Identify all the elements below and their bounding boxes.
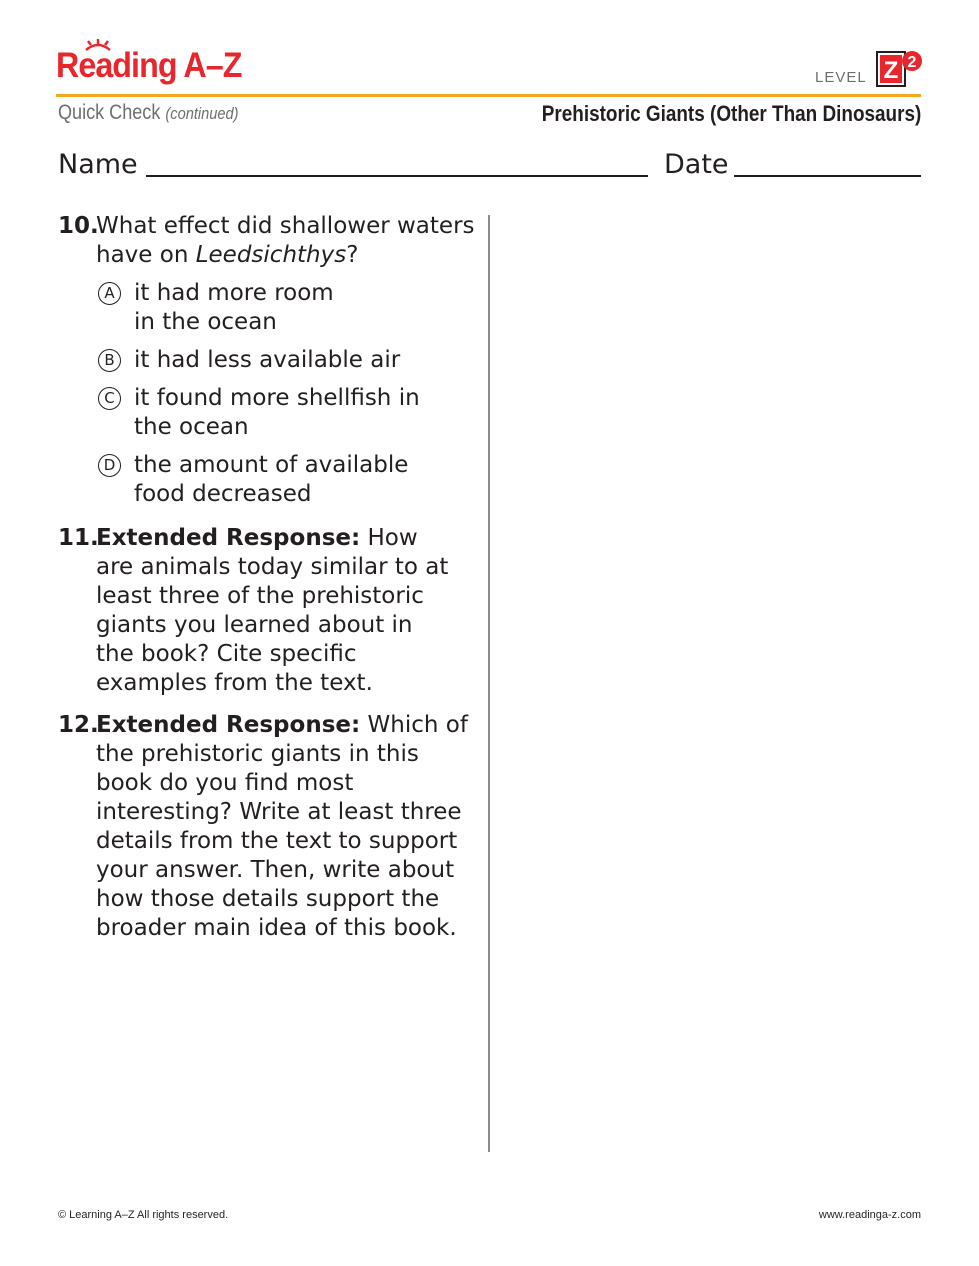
quick-check-continued: (continued) bbox=[165, 104, 239, 123]
book-title: Prehistoric Giants (Other Than Dinosaurs) bbox=[541, 101, 921, 126]
reading-az-logo bbox=[56, 38, 242, 90]
answer-option-b[interactable] bbox=[96, 346, 476, 375]
quick-check-label: Quick Check bbox=[58, 101, 161, 124]
answer-option-c[interactable] bbox=[96, 384, 476, 442]
question-number: 11. bbox=[58, 525, 99, 551]
question-number: 12. bbox=[58, 712, 99, 738]
level-superscript: 2 bbox=[907, 54, 917, 71]
level-badge bbox=[876, 49, 924, 89]
question-10-options bbox=[96, 279, 476, 518]
option-text: it had less available air bbox=[134, 347, 401, 373]
option-text: the amount of available food decreased bbox=[134, 452, 409, 507]
column-divider bbox=[488, 215, 490, 1152]
name-write-line[interactable] bbox=[146, 175, 648, 177]
name-label: Name bbox=[58, 149, 138, 180]
answer-option-a[interactable] bbox=[96, 279, 476, 337]
option-text: it had more room in the ocean bbox=[134, 280, 334, 335]
level-letter: Z bbox=[883, 57, 899, 84]
question-text: Extended Response: Which of the prehistoric giants in this book do you find most interesting? Write at least three details from the text to support your answer. Then, write about how those details support the broader main idea of this book. bbox=[96, 712, 468, 941]
option-bubble-b[interactable]: B bbox=[98, 349, 121, 372]
question-number: 10. bbox=[58, 213, 99, 239]
option-bubble-c[interactable]: C bbox=[98, 387, 121, 410]
question-text: Extended Response: How are animals today similar to at least three of the prehistoric giants you learned about in the book? Cite specific examples from the text. bbox=[96, 525, 449, 696]
level-label: LEVEL bbox=[815, 69, 867, 86]
answer-option-d[interactable] bbox=[96, 451, 476, 509]
quick-check-title bbox=[58, 101, 239, 125]
question-10 bbox=[58, 212, 478, 270]
question-12 bbox=[58, 711, 478, 943]
header-rule bbox=[56, 94, 921, 97]
option-bubble-a[interactable]: A bbox=[98, 282, 121, 305]
date-label: Date bbox=[664, 149, 729, 180]
question-text: What effect did shallower waters have on Leedsichthys? bbox=[96, 213, 475, 268]
option-bubble-d[interactable]: D bbox=[98, 454, 121, 477]
option-text: it found more shellfish in the ocean bbox=[134, 385, 420, 440]
logo-text: Reading A–Z bbox=[56, 46, 242, 85]
date-write-line[interactable] bbox=[734, 175, 921, 177]
copyright-text: © Learning A–Z All rights reserved. bbox=[58, 1209, 229, 1221]
question-11 bbox=[58, 524, 478, 698]
website-link[interactable]: www.readinga-z.com bbox=[818, 1209, 921, 1221]
